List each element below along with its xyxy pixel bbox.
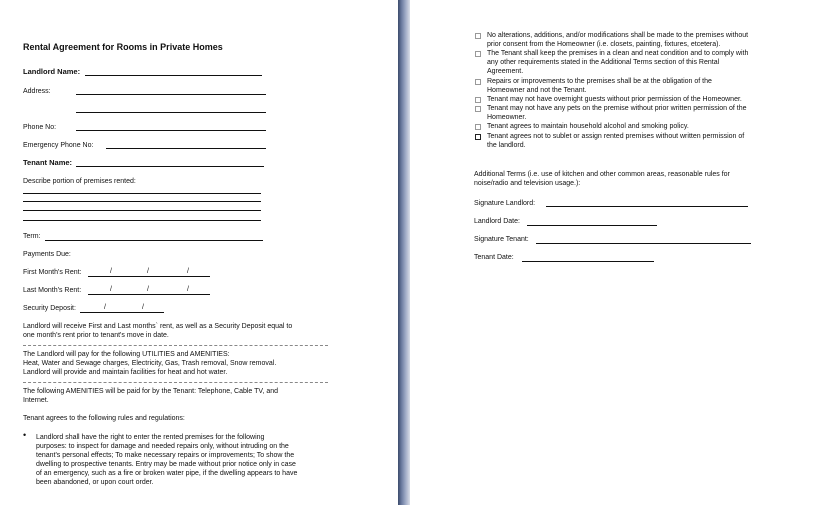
term-label: Term: bbox=[23, 233, 41, 240]
date-separator: / bbox=[187, 286, 189, 293]
rule-text-line: prior consent from the Homeowner (i.e. closets, painting, fixtures, etcetera). bbox=[487, 41, 721, 48]
tenant-name-label: Tenant Name: bbox=[23, 158, 73, 167]
describe-premises-line-1[interactable] bbox=[23, 193, 261, 194]
rule-text-line: Tenant agrees to maintain household alcohol and smoking policy. bbox=[487, 123, 689, 130]
rule-text-line: No alterations, additions, and/or modifications shall be made to the premises without bbox=[487, 32, 749, 39]
date-separator: / bbox=[104, 304, 106, 311]
deposit-paragraph-line: Landlord will receive First and Last months` rent, as well as a Security Deposit equal to bbox=[23, 323, 293, 330]
tenant-amenities-line: Internet. bbox=[23, 397, 49, 404]
section-divider bbox=[23, 382, 328, 383]
rule-text-line: Repairs or improvements to the premises shall be at the obligation of the bbox=[487, 78, 712, 85]
tenant-date-field[interactable] bbox=[522, 261, 654, 262]
document-page-right bbox=[410, 0, 817, 505]
rule-text-line: any other requirements stated in the Additional Terms section of this Rental bbox=[487, 59, 720, 66]
emergency-phone-field[interactable] bbox=[106, 148, 266, 149]
signature-landlord-field[interactable] bbox=[546, 206, 748, 207]
date-separator: / bbox=[110, 286, 112, 293]
bullet-icon: • bbox=[23, 430, 27, 440]
document-title: Rental Agreement for Rooms in Private Homes bbox=[23, 42, 223, 52]
rule-text-line: Tenant agrees not to sublet or assign rented premises without written permission of bbox=[487, 133, 745, 140]
utilities-paragraph-line: Heat, Water and Sewage charges, Electricity, Gas, Trash removal, Snow removal. bbox=[23, 360, 277, 367]
rule-text-line: Homeowner. bbox=[487, 114, 527, 121]
rule-text-line: Agreement. bbox=[487, 68, 524, 75]
bullet-text-line: purposes: to inspect for damage and needed repairs only, without intruding on the bbox=[36, 443, 289, 450]
address-label: Address: bbox=[23, 88, 51, 95]
first-month-rent-label: First Month's Rent: bbox=[23, 269, 82, 276]
payments-due-label: Payments Due: bbox=[23, 251, 71, 258]
landlord-date-field[interactable] bbox=[527, 225, 657, 226]
date-separator: / bbox=[187, 268, 189, 275]
checkbox-icon[interactable] bbox=[475, 51, 481, 57]
security-deposit-label: Security Deposit: bbox=[23, 305, 76, 312]
signature-tenant-label: Signature Tenant: bbox=[474, 236, 529, 243]
deposit-paragraph-line: one month's rent prior to tenant's move in date. bbox=[23, 332, 169, 339]
date-separator: / bbox=[147, 268, 149, 275]
bullet-text-line: of an emergency, such as a fire or broken water pipe, if the dwelling appears to have bbox=[36, 470, 298, 477]
rule-text-line: the landlord. bbox=[487, 142, 526, 149]
tenant-amenities-line: The following AMENITIES will be paid for by the Tenant: Telephone, Cable TV, and bbox=[23, 388, 279, 395]
utilities-paragraph-line: Landlord will provide and maintain facilities for heat and hot water. bbox=[23, 369, 228, 376]
additional-terms-line: noise/radio and television usage.): bbox=[474, 180, 581, 187]
landlord-name-field[interactable] bbox=[85, 75, 262, 76]
bullet-text-line: tenant's personal effects; To make necessary repairs or improvements; To show the bbox=[36, 452, 295, 459]
checkbox-icon[interactable] bbox=[475, 79, 481, 85]
address-field-line-1[interactable] bbox=[76, 94, 266, 95]
checkbox-icon[interactable] bbox=[475, 33, 481, 39]
additional-terms-line: Additional Terms (i.e. use of kitchen and other common areas, reasonable rules for bbox=[474, 171, 730, 178]
date-separator: / bbox=[147, 286, 149, 293]
landlord-date-label: Landlord Date: bbox=[474, 218, 520, 225]
describe-premises-line-3[interactable] bbox=[23, 210, 261, 211]
rule-text-line: The Tenant shall keep the premises in a clean and neat condition and to comply with bbox=[487, 50, 749, 57]
checkbox-icon[interactable] bbox=[475, 124, 481, 130]
bullet-text-line: dwelling to prospective tenants. Entry may be made without prior notice only in case bbox=[36, 461, 296, 468]
document-page-left bbox=[0, 0, 398, 505]
signature-landlord-label: Signature Landlord: bbox=[474, 200, 536, 207]
rule-text-line: Tenant may not have any pets on the premise without prior written permission of the bbox=[487, 105, 747, 112]
phone-label: Phone No: bbox=[23, 124, 57, 131]
emergency-phone-label: Emergency Phone No: bbox=[23, 142, 94, 149]
utilities-paragraph-line: The Landlord will pay for the following UTILITIES and AMENITIES: bbox=[23, 351, 230, 358]
checkbox-icon[interactable] bbox=[475, 134, 481, 140]
first-month-rent-date-field[interactable] bbox=[88, 276, 210, 277]
bullet-text-line: Landlord shall have the right to enter the rented premises for the following bbox=[36, 434, 265, 441]
last-month-rent-date-field[interactable] bbox=[88, 294, 210, 295]
term-field[interactable] bbox=[45, 240, 263, 241]
checkbox-icon[interactable] bbox=[475, 97, 481, 103]
address-field-line-2[interactable] bbox=[76, 112, 266, 113]
describe-premises-line-2[interactable] bbox=[23, 201, 261, 202]
rule-text-line: Tenant may not have overnight guests without prior permission of the Homeowner. bbox=[487, 96, 742, 103]
security-deposit-date-field[interactable] bbox=[80, 312, 164, 313]
phone-field[interactable] bbox=[76, 130, 266, 131]
landlord-name-label: Landlord Name: bbox=[23, 67, 81, 76]
tenant-date-label: Tenant Date: bbox=[474, 254, 514, 261]
date-separator: / bbox=[142, 304, 144, 311]
bullet-text-line: been abandoned, or upon court order. bbox=[36, 479, 154, 486]
date-separator: / bbox=[110, 268, 112, 275]
describe-premises-line-4[interactable] bbox=[23, 220, 261, 221]
page-gutter bbox=[398, 0, 410, 505]
last-month-rent-label: Last Month's Rent: bbox=[23, 287, 82, 294]
describe-premises-label: Describe portion of premises rented: bbox=[23, 178, 136, 185]
rule-text-line: Homeowner and not the Tenant. bbox=[487, 87, 587, 94]
section-divider bbox=[23, 345, 328, 346]
checkbox-icon[interactable] bbox=[475, 106, 481, 112]
signature-tenant-field[interactable] bbox=[536, 243, 751, 244]
tenant-name-field[interactable] bbox=[76, 166, 264, 167]
rules-intro: Tenant agrees to the following rules and regulations: bbox=[23, 415, 185, 422]
